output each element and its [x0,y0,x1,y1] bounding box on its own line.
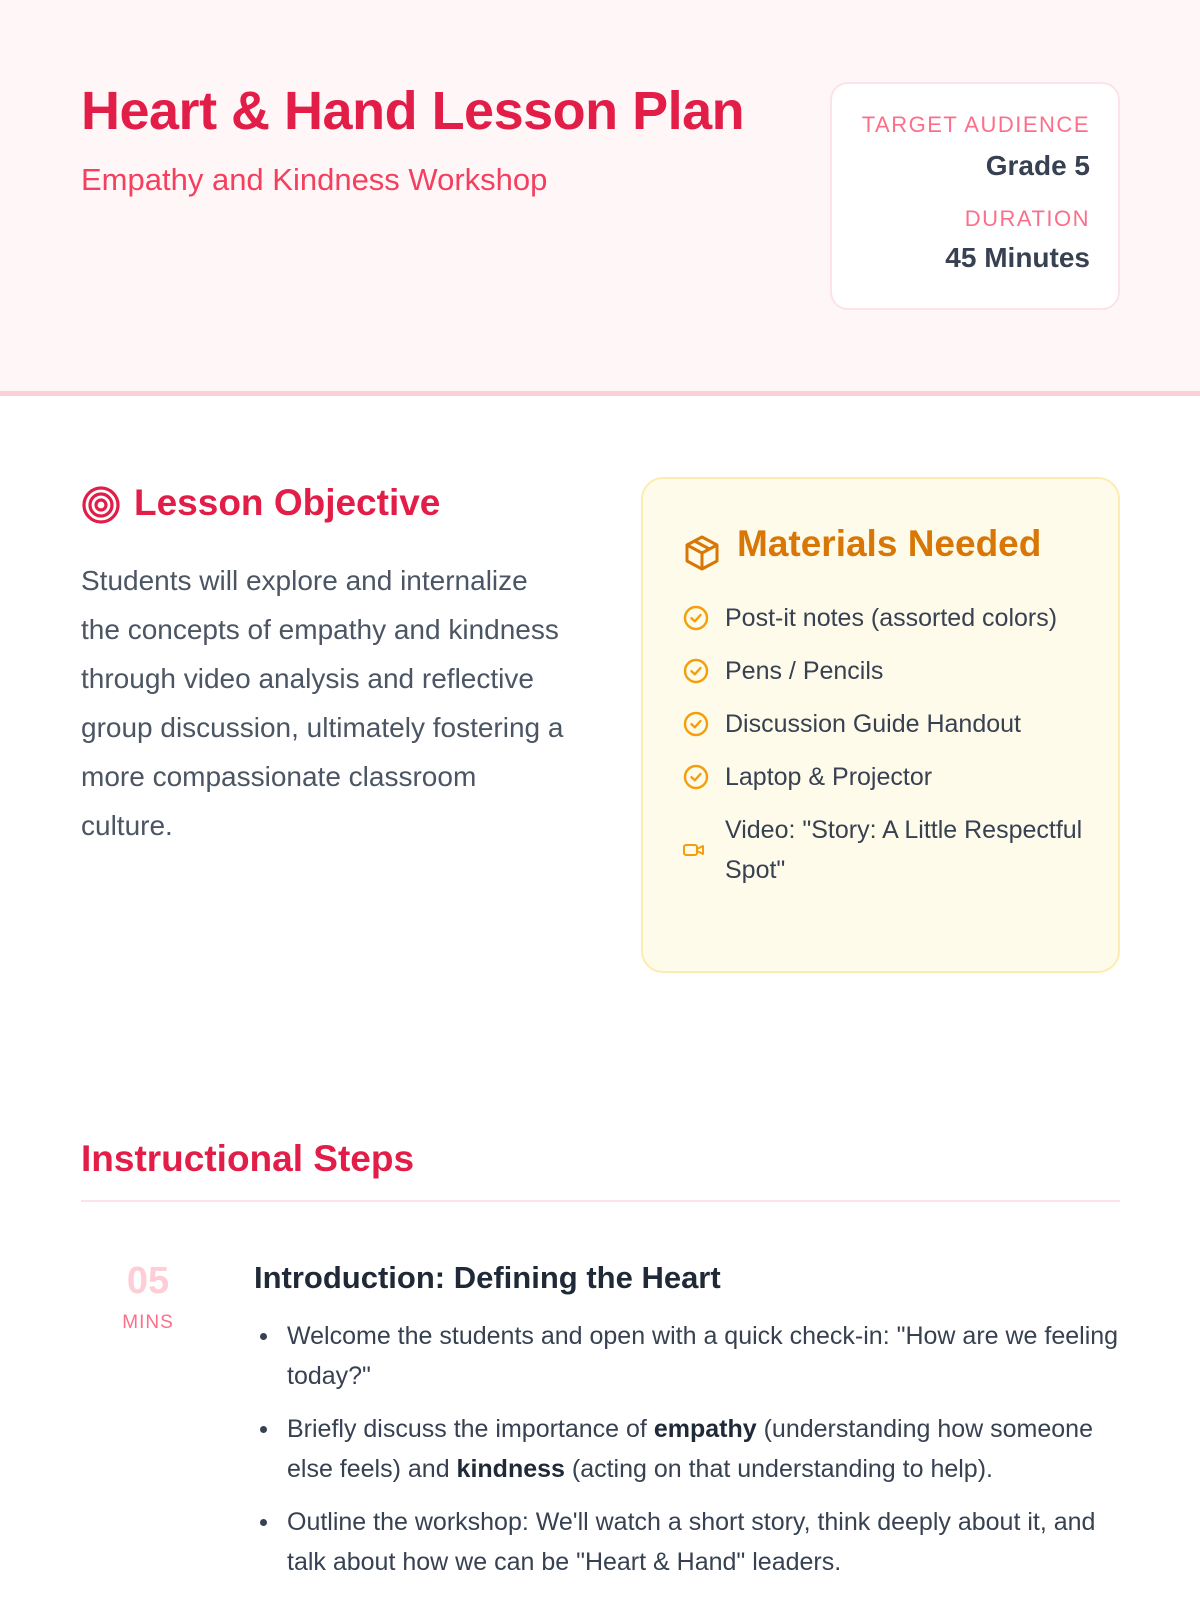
materials-item [683,704,1103,744]
video-icon [683,843,711,857]
check-circle-icon [683,658,711,684]
page-title: Heart & Hand Lesson Plan [81,81,745,141]
duration-value: 45 Minutes [945,242,1090,273]
bullet-text: (understanding how someone else feels) and [287,1415,1093,1483]
audience-value: Grade 5 [985,150,1090,181]
bullet-emphasis: kindness [456,1455,565,1483]
materials-item [683,810,1103,890]
step-title: Introduction: Defining the Heart [254,1260,721,1295]
materials-item-label: Video: "Story: A Little Respectful Spot" [725,816,1083,884]
bullet-text: Outline the workshop: We'll watch a short story, think deeply about it, and talk about how we can be "Heart & Hand" leaders. [287,1508,1096,1576]
header [0,0,1200,396]
materials-item [683,651,1103,691]
step-bullets [254,1316,1120,1595]
objective-text: Students will explore and internalize the concepts of empathy and kindness through video analysis and reflective group discussion, ultimately fostering a more compassionate classroom culture. [81,565,564,841]
step-bullet [254,1502,1120,1582]
check-circle-icon [683,764,711,790]
bullet-text: Welcome the students and open with a quick check-in: "How are we feeling today?" [287,1322,1119,1390]
materials-card [641,477,1120,973]
materials-title: Materials Needed [737,523,1042,564]
materials-item-label: Laptop & Projector [725,763,933,791]
materials-item [683,757,1103,797]
objective-title: Lesson Objective [134,482,441,523]
materials-item-label: Discussion Guide Handout [725,710,1021,738]
materials-list [683,598,1103,903]
bullet-text: (acting on that understanding to help). [564,1455,993,1483]
check-circle-icon [683,711,711,737]
step-minutes: 05 [126,1260,170,1302]
bullet-emphasis: empathy [653,1415,757,1443]
target-icon [81,485,121,525]
page-subtitle: Empathy and Kindness Workshop [81,162,548,197]
info-card [830,82,1120,310]
steps-divider [81,1200,1120,1202]
materials-item-label: Pens / Pencils [725,657,884,685]
bullet-text: Briefly discuss the importance of [287,1415,654,1443]
duration-label: DURATION [964,206,1090,231]
step-bullet [254,1409,1120,1489]
step-minutes-label: MINS [122,1312,174,1333]
check-circle-icon [683,605,711,631]
materials-item [683,598,1103,638]
audience-label: TARGET AUDIENCE [861,112,1090,137]
materials-item-label: Post-it notes (assorted colors) [725,604,1058,632]
box-icon [683,534,721,577]
steps-title: Instructional Steps [81,1138,415,1179]
step-bullet [254,1316,1120,1396]
